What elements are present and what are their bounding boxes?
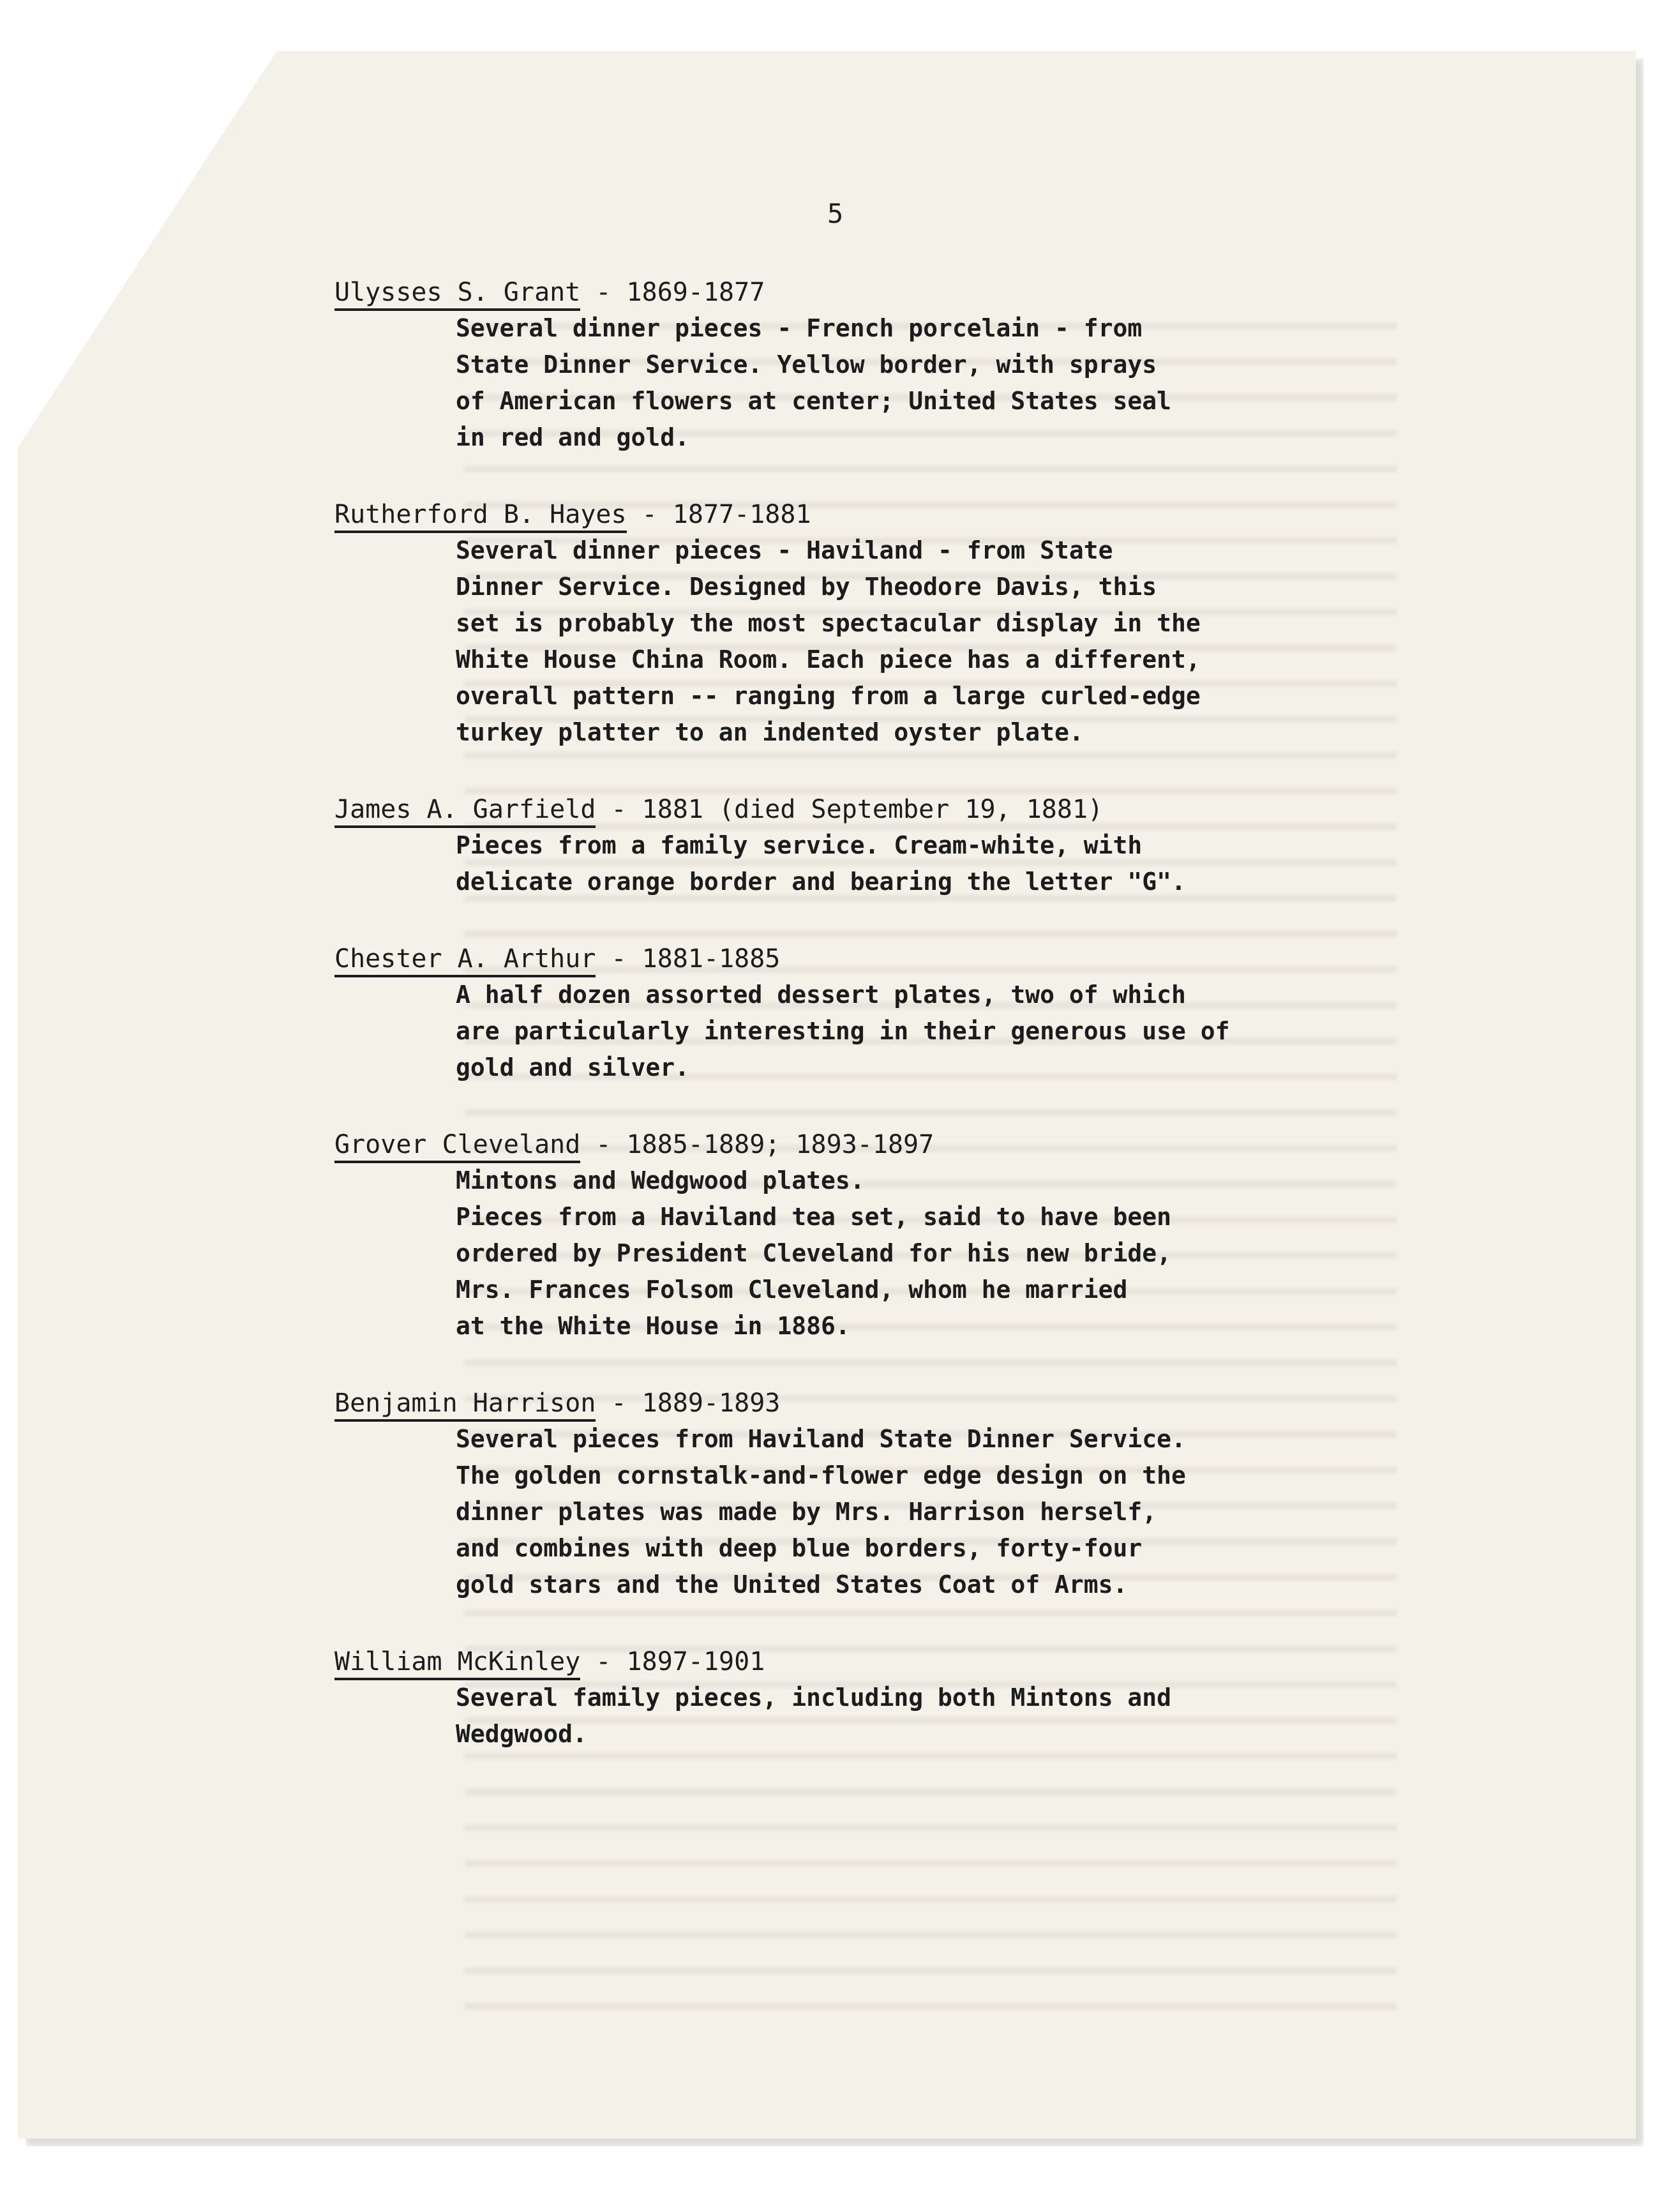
entry-cleveland bbox=[334, 1127, 1420, 1344]
entry-grant bbox=[334, 275, 1420, 456]
entry-description: Pieces from a family service. Cream-white, with delicate orange border and bearing the letter "G". bbox=[456, 831, 1186, 896]
president-name: Grover Cleveland bbox=[334, 1130, 580, 1163]
term-dates: - 1881 (died September 19, 1881) bbox=[596, 795, 1104, 824]
term-dates: - 1885-1889; 1893-1897 bbox=[580, 1130, 934, 1159]
president-name: Chester A. Arthur bbox=[334, 944, 596, 977]
entry-heading bbox=[334, 941, 1420, 977]
entry-hayes bbox=[334, 497, 1420, 751]
entry-heading bbox=[334, 1385, 1420, 1421]
entry-description: A half dozen assorted dessert plates, two of which are particularly interesting in their generous use of gold and silver. bbox=[456, 981, 1230, 1081]
entry-description: Several family pieces, including both Mintons and Wedgwood. bbox=[456, 1683, 1172, 1748]
president-name: Rutherford B. Hayes bbox=[334, 500, 627, 533]
term-dates: - 1889-1893 bbox=[596, 1389, 781, 1418]
entry-arthur bbox=[334, 941, 1420, 1086]
entry-mckinley bbox=[334, 1644, 1420, 1752]
president-list bbox=[334, 275, 1420, 1793]
page-number: 5 bbox=[827, 198, 844, 229]
president-name: William McKinley bbox=[334, 1647, 580, 1680]
entry-harrison bbox=[334, 1385, 1420, 1603]
entry-description: Several dinner pieces - Haviland - from State Dinner Service. Designed by Theodore Davis, this set is probably the most spectacular display in the White House China Room. Each piece has a different, overall pattern -- ranging from a large curled-edge turkey platter to an indented oyster plate. bbox=[456, 536, 1201, 746]
term-dates: - 1877-1881 bbox=[626, 500, 811, 529]
entry-description: Mintons and Wedgwood plates. Pieces from a Haviland tea set, said to have been ordered by President Cleveland for his new bride, Mrs. Frances Folsom Cleveland, whom he married at the White House in 1886. bbox=[456, 1166, 1172, 1340]
term-dates: - 1897-1901 bbox=[580, 1647, 765, 1676]
entry-heading bbox=[334, 1127, 1420, 1163]
term-dates: - 1869-1877 bbox=[580, 278, 765, 307]
entry-description: Several dinner pieces - French porcelain - from State Dinner Service. Yellow border, with sprays of American flowers at center; United States seal in red and gold. bbox=[456, 314, 1172, 451]
entry-heading bbox=[334, 275, 1420, 310]
president-name: James A. Garfield bbox=[334, 795, 596, 828]
president-name: Benjamin Harrison bbox=[334, 1389, 596, 1422]
entry-description: Several pieces from Haviland State Dinner Service. The golden cornstalk-and-flower edge design on the dinner plates was made by Mrs. Harrison herself, and combines with deep blue borders, forty-four gold stars and the United States Coat of Arms. bbox=[456, 1425, 1186, 1599]
entry-garfield bbox=[334, 792, 1420, 900]
entry-heading bbox=[334, 792, 1420, 827]
president-name: Ulysses S. Grant bbox=[334, 278, 580, 311]
entry-heading bbox=[334, 497, 1420, 532]
term-dates: - 1881-1885 bbox=[596, 944, 781, 974]
entry-heading bbox=[334, 1644, 1420, 1680]
